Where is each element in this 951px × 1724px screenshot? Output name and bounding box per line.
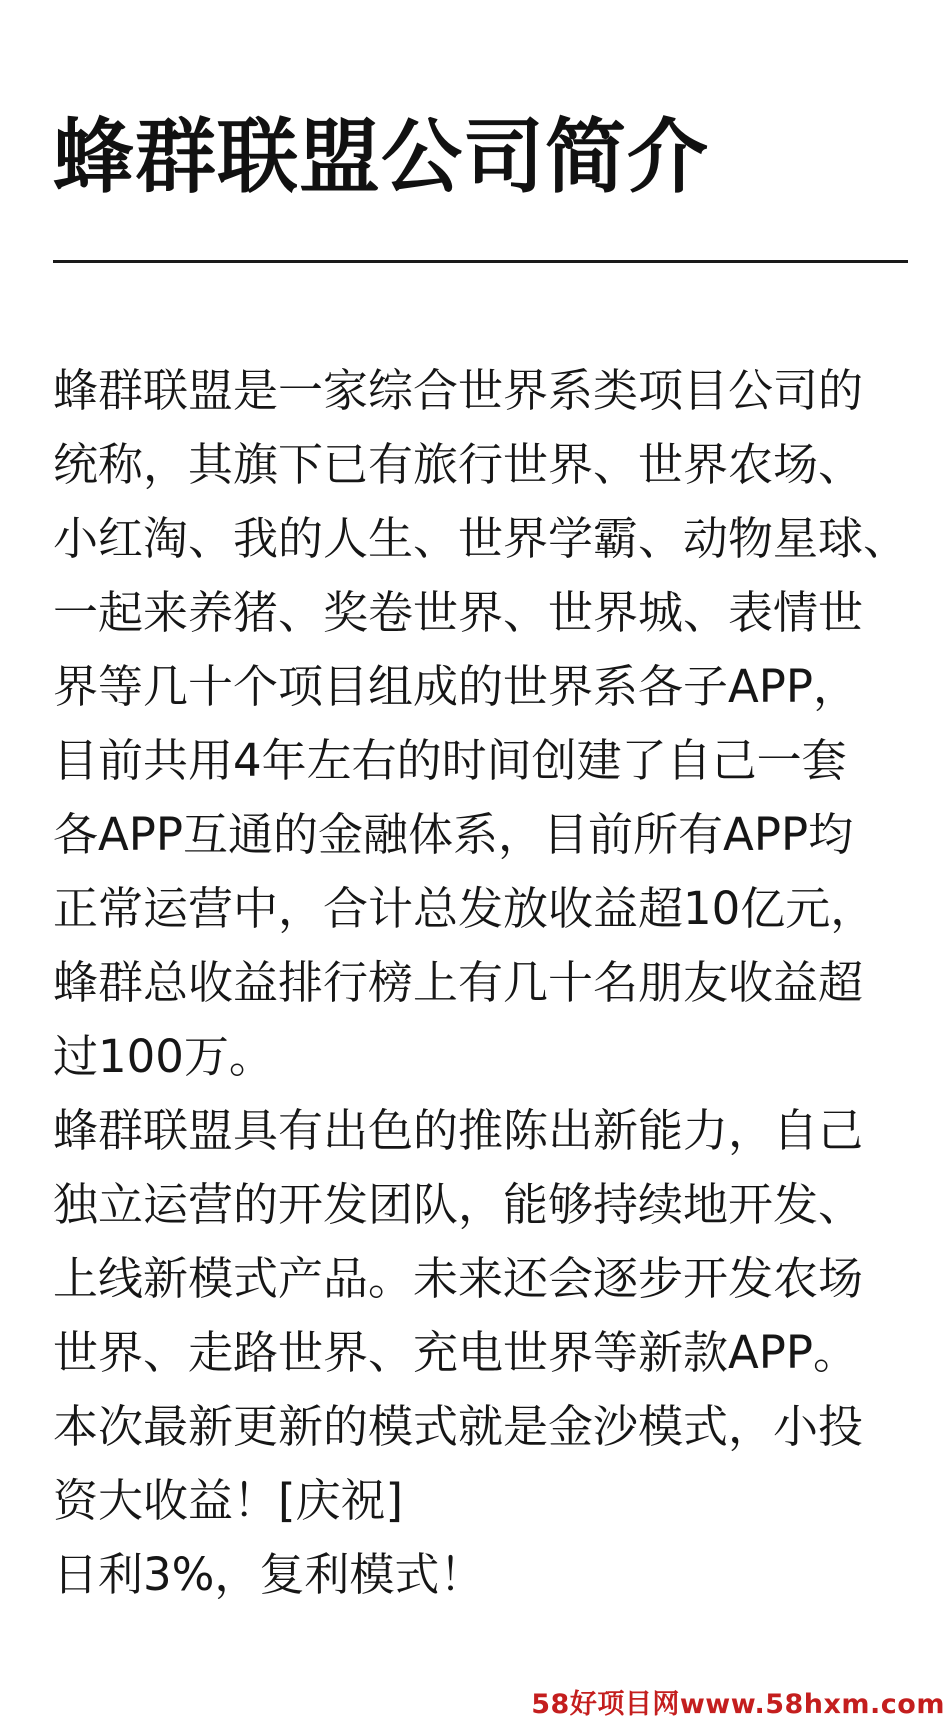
text-line: 蜂群总收益排行榜上有几十名朋友收益超 xyxy=(53,956,864,1009)
text-line: 蜂群联盟是一家综合世界系类项目公司的 xyxy=(53,364,864,417)
text-line: 一起来养猪、奖卷世界、世界城、表情世 xyxy=(53,586,864,639)
text-line: 世界、走路世界、充电世界等新款APP。 xyxy=(53,1326,859,1379)
text-line: 过100万。 xyxy=(53,1030,274,1083)
watermark: 58好项目网www.58hxm.com xyxy=(531,1689,945,1720)
title-divider xyxy=(53,260,908,263)
text-line: 目前共用4年左右的时间创建了自己一套 xyxy=(53,734,847,787)
text-line: 统称，其旗下已有旅行世界、世界农场、 xyxy=(53,438,864,491)
text-line: 独立运营的开发团队，能够持续地开发、 xyxy=(53,1178,864,1231)
text-line: 界等几十个项目组成的世界系各子APP， xyxy=(53,660,859,713)
body-text xyxy=(53,354,923,1612)
text-line: 本次最新更新的模式就是金沙模式，小投 xyxy=(53,1400,864,1453)
text-line: 日利3%，复利模式！ xyxy=(53,1548,485,1601)
page-title: 蜂群联盟公司简介 xyxy=(53,111,710,205)
text-line: 各APP互通的金融体系，目前所有APP均 xyxy=(53,808,854,861)
text-line: 上线新模式产品。未来还会逐步开发农场 xyxy=(53,1252,864,1305)
text-line: 蜂群联盟具有出色的推陈出新能力，自己 xyxy=(53,1104,864,1157)
text-line: 正常运营中，合计总发放收益超10亿元， xyxy=(53,882,876,935)
text-line: 资大收益！[庆祝] xyxy=(53,1474,404,1527)
text-line: 小红淘、我的人生、世界学霸、动物星球、 xyxy=(53,512,909,565)
